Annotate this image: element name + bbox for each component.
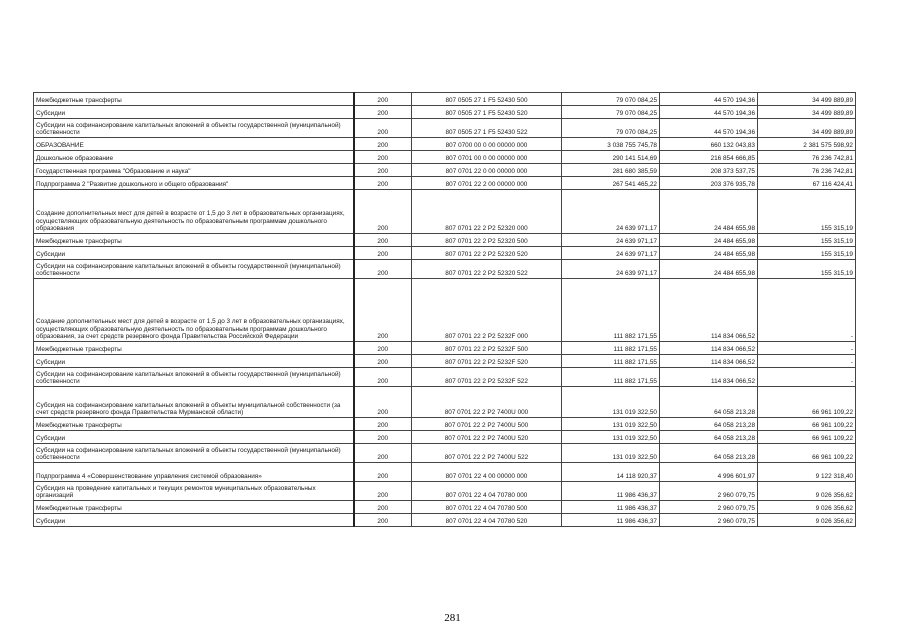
row-amount-planned: 79 070 084,25 [562,106,660,119]
row-amount-planned: 79 070 084,25 [562,119,660,138]
page-number: 281 [444,612,461,624]
row-name: Субсидии [34,106,354,119]
row-amount-remaining: 9 026 356,62 [758,501,856,514]
row-amount-remaining: 67 116 424,41 [758,177,856,190]
row-amount-executed: 114 834 066,52 [660,279,758,342]
row-kbk: 807 0701 22 2 P2 52320 500 [412,234,562,247]
row-name: Подпрограмма 2 "Развитие дошкольного и общего образования" [34,177,354,190]
row-amount-remaining: - [758,342,856,355]
row-kbk: 807 0505 27 1 F5 52430 520 [412,106,562,119]
row-name: Межбюджетные трансферты [34,234,354,247]
row-kbk: 807 0701 00 0 00 00000 000 [412,151,562,164]
row-code: 200 [354,444,412,463]
row-code: 200 [354,431,412,444]
row-amount-remaining: 76 236 742,81 [758,164,856,177]
row-kbk: 807 0505 27 1 F5 52430 500 [412,93,562,106]
row-name: Субсидии [34,355,354,368]
row-code: 200 [354,234,412,247]
row-amount-remaining: 155 315,19 [758,247,856,260]
row-kbk: 807 0701 22 2 P2 7400U 520 [412,431,562,444]
table-row [34,482,856,501]
row-name: Субсидии на софинансирование капитальных вложений в объекты государственной (муниципальной) собственности [34,119,354,138]
row-kbk: 807 0701 22 2 00 00000 000 [412,177,562,190]
row-code: 200 [354,177,412,190]
row-name: ОБРАЗОВАНИЕ [34,138,354,151]
row-name: Субсидии на софинансирование капитальных вложений в объекты государственной (муниципальной) собственности [34,444,354,463]
row-amount-executed: 216 854 666,85 [660,151,758,164]
row-amount-executed: 64 058 213,28 [660,444,758,463]
row-name: Субсидия на софинансирование капитальных вложений в объекты муниципальной собственности (за счет средств резервного фонда Правительства Мурманской области) [34,387,354,418]
row-name: Создание дополнительных мест для детей в возрасте от 1,5 до 3 лет в образовательных организациях, осуществляющих образовательную деятельность по образовательным программам дошкольного образования, за счет средств резервного фонда Правительства Российской Федерации [34,279,354,342]
row-code: 200 [354,482,412,501]
row-amount-remaining: 76 236 742,81 [758,151,856,164]
row-kbk: 807 0701 22 2 P2 5232F 522 [412,368,562,387]
row-amount-remaining: - [758,368,856,387]
row-amount-planned: 24 639 971,17 [562,234,660,247]
row-code: 200 [354,260,412,279]
row-amount-remaining: 9 026 356,62 [758,482,856,501]
table-row [34,444,856,463]
row-code: 200 [354,387,412,418]
row-code: 200 [354,164,412,177]
table-row [34,514,856,527]
row-name: Межбюджетные трансферты [34,418,354,431]
row-amount-executed: 64 058 213,28 [660,387,758,418]
table-row [34,368,856,387]
row-amount-planned: 79 070 084,25 [562,93,660,106]
row-amount-remaining: 2 381 575 598,92 [758,138,856,151]
row-amount-remaining: 66 961 109,22 [758,418,856,431]
table-row [34,387,856,418]
table-row [34,431,856,444]
row-code: 200 [354,138,412,151]
row-amount-planned: 24 639 971,17 [562,260,660,279]
table-row [34,119,856,138]
row-amount-planned: 131 019 322,50 [562,444,660,463]
row-code: 200 [354,463,412,482]
row-amount-planned: 131 019 322,50 [562,431,660,444]
row-code: 200 [354,418,412,431]
table-row [34,164,856,177]
table-row [34,463,856,482]
row-amount-planned: 111 882 171,55 [562,368,660,387]
table-row [34,355,856,368]
row-amount-remaining: 9 026 356,62 [758,514,856,527]
row-amount-remaining: 155 315,19 [758,190,856,234]
row-kbk: 807 0701 22 2 P2 5232F 520 [412,355,562,368]
row-amount-executed: 208 373 537,75 [660,164,758,177]
row-amount-remaining: 34 499 889,89 [758,119,856,138]
row-amount-executed: 64 058 213,28 [660,418,758,431]
row-amount-remaining: 34 499 889,89 [758,93,856,106]
row-kbk: 807 0701 22 2 P2 52320 520 [412,247,562,260]
budget-table [33,92,856,527]
row-amount-remaining: 155 315,19 [758,260,856,279]
row-name: Субсидии [34,431,354,444]
row-amount-executed: 660 132 043,83 [660,138,758,151]
row-kbk: 807 0701 22 2 P2 7400U 000 [412,387,562,418]
table-row [34,93,856,106]
row-amount-executed: 2 960 079,75 [660,501,758,514]
row-name: Дошкольное образование [34,151,354,164]
row-code: 200 [354,93,412,106]
row-amount-planned: 11 986 436,37 [562,514,660,527]
row-amount-executed: 24 484 655,98 [660,190,758,234]
row-amount-planned: 131 019 322,50 [562,387,660,418]
row-name: Создание дополнительных мест для детей в возрасте от 1,5 до 3 лет в образовательных организациях, осуществляющих образовательную деятельность по образовательным программам дошкольного образования [34,190,354,234]
row-amount-remaining: 66 961 109,22 [758,387,856,418]
table-row [34,151,856,164]
table-row [34,247,856,260]
row-kbk: 807 0701 22 4 04 70780 000 [412,482,562,501]
row-amount-executed: 64 058 213,28 [660,431,758,444]
row-amount-remaining: 34 499 889,89 [758,106,856,119]
row-amount-remaining: 66 961 109,22 [758,431,856,444]
row-code: 200 [354,190,412,234]
row-amount-planned: 24 639 971,17 [562,247,660,260]
row-name: Субсидии [34,514,354,527]
row-amount-planned: 131 019 322,50 [562,418,660,431]
row-name: Межбюджетные трансферты [34,342,354,355]
table-row [34,342,856,355]
row-amount-executed: 4 996 601,97 [660,463,758,482]
row-amount-planned: 281 680 385,59 [562,164,660,177]
row-name: Межбюджетные трансферты [34,93,354,106]
table-row [34,190,856,234]
row-amount-remaining: 9 122 318,40 [758,463,856,482]
row-amount-executed: 114 834 066,52 [660,368,758,387]
row-kbk: 807 0505 27 1 F5 52430 522 [412,119,562,138]
row-code: 200 [354,368,412,387]
row-name: Субсидия на проведение капитальных и текущих ремонтов муниципальных образовательных организаций [34,482,354,501]
table-row [34,138,856,151]
row-amount-planned: 290 141 514,69 [562,151,660,164]
table-row [34,279,856,342]
row-code: 200 [354,247,412,260]
row-amount-planned: 267 541 465,22 [562,177,660,190]
row-amount-remaining: - [758,355,856,368]
row-amount-executed: 24 484 655,98 [660,247,758,260]
row-amount-remaining: - [758,279,856,342]
row-kbk: 807 0701 22 2 P2 5232F 000 [412,279,562,342]
row-amount-planned: 14 118 920,37 [562,463,660,482]
row-kbk: 807 0701 22 2 P2 7400U 500 [412,418,562,431]
row-name: Субсидии на софинансирование капитальных вложений в объекты государственной (муниципальной) собственности [34,260,354,279]
row-name: Субсидии [34,247,354,260]
row-kbk: 807 0701 22 4 04 70780 520 [412,514,562,527]
row-code: 200 [354,355,412,368]
table-row [34,418,856,431]
table-row [34,260,856,279]
row-amount-executed: 114 834 066,52 [660,355,758,368]
table-row [34,177,856,190]
row-amount-executed: 2 960 079,75 [660,482,758,501]
row-name: Межбюджетные трансферты [34,501,354,514]
row-amount-remaining: 66 961 109,22 [758,444,856,463]
table-row [34,106,856,119]
row-kbk: 807 0701 22 2 P2 5232F 500 [412,342,562,355]
row-amount-planned: 111 882 171,55 [562,342,660,355]
row-kbk: 807 0701 22 4 04 70780 500 [412,501,562,514]
row-code: 200 [354,342,412,355]
row-code: 200 [354,151,412,164]
row-amount-executed: 44 570 194,36 [660,93,758,106]
row-code: 200 [354,279,412,342]
row-kbk: 807 0701 22 0 00 00000 000 [412,164,562,177]
row-amount-planned: 3 038 755 745,78 [562,138,660,151]
row-amount-executed: 44 570 194,36 [660,119,758,138]
table-row [34,234,856,247]
row-code: 200 [354,106,412,119]
row-amount-planned: 111 882 171,55 [562,279,660,342]
row-kbk: 807 0701 22 2 P2 52320 000 [412,190,562,234]
row-kbk: 807 0701 22 2 P2 52320 522 [412,260,562,279]
row-amount-executed: 203 376 935,78 [660,177,758,190]
row-amount-planned: 11 986 436,37 [562,482,660,501]
row-amount-remaining: 155 315,19 [758,234,856,247]
row-name: Подпрограмма 4 «Совершенствование управления системой образования» [34,463,354,482]
row-code: 200 [354,501,412,514]
row-code: 200 [354,119,412,138]
row-name: Государственная программа "Образование и наука" [34,164,354,177]
row-kbk: 807 0701 22 2 P2 7400U 522 [412,444,562,463]
row-kbk: 807 0701 22 4 00 00000 000 [412,463,562,482]
row-kbk: 807 0700 00 0 00 00000 000 [412,138,562,151]
row-amount-planned: 111 882 171,55 [562,355,660,368]
row-amount-executed: 114 834 066,52 [660,342,758,355]
row-amount-planned: 11 986 436,37 [562,501,660,514]
table-body [34,93,856,527]
table-row [34,501,856,514]
row-amount-executed: 24 484 655,98 [660,234,758,247]
row-amount-executed: 2 960 079,75 [660,514,758,527]
row-amount-planned: 24 639 971,17 [562,190,660,234]
row-name: Субсидии на софинансирование капитальных вложений в объекты государственной (муниципальной) собственности [34,368,354,387]
row-amount-executed: 24 484 655,98 [660,260,758,279]
row-amount-executed: 44 570 194,36 [660,106,758,119]
row-code: 200 [354,514,412,527]
